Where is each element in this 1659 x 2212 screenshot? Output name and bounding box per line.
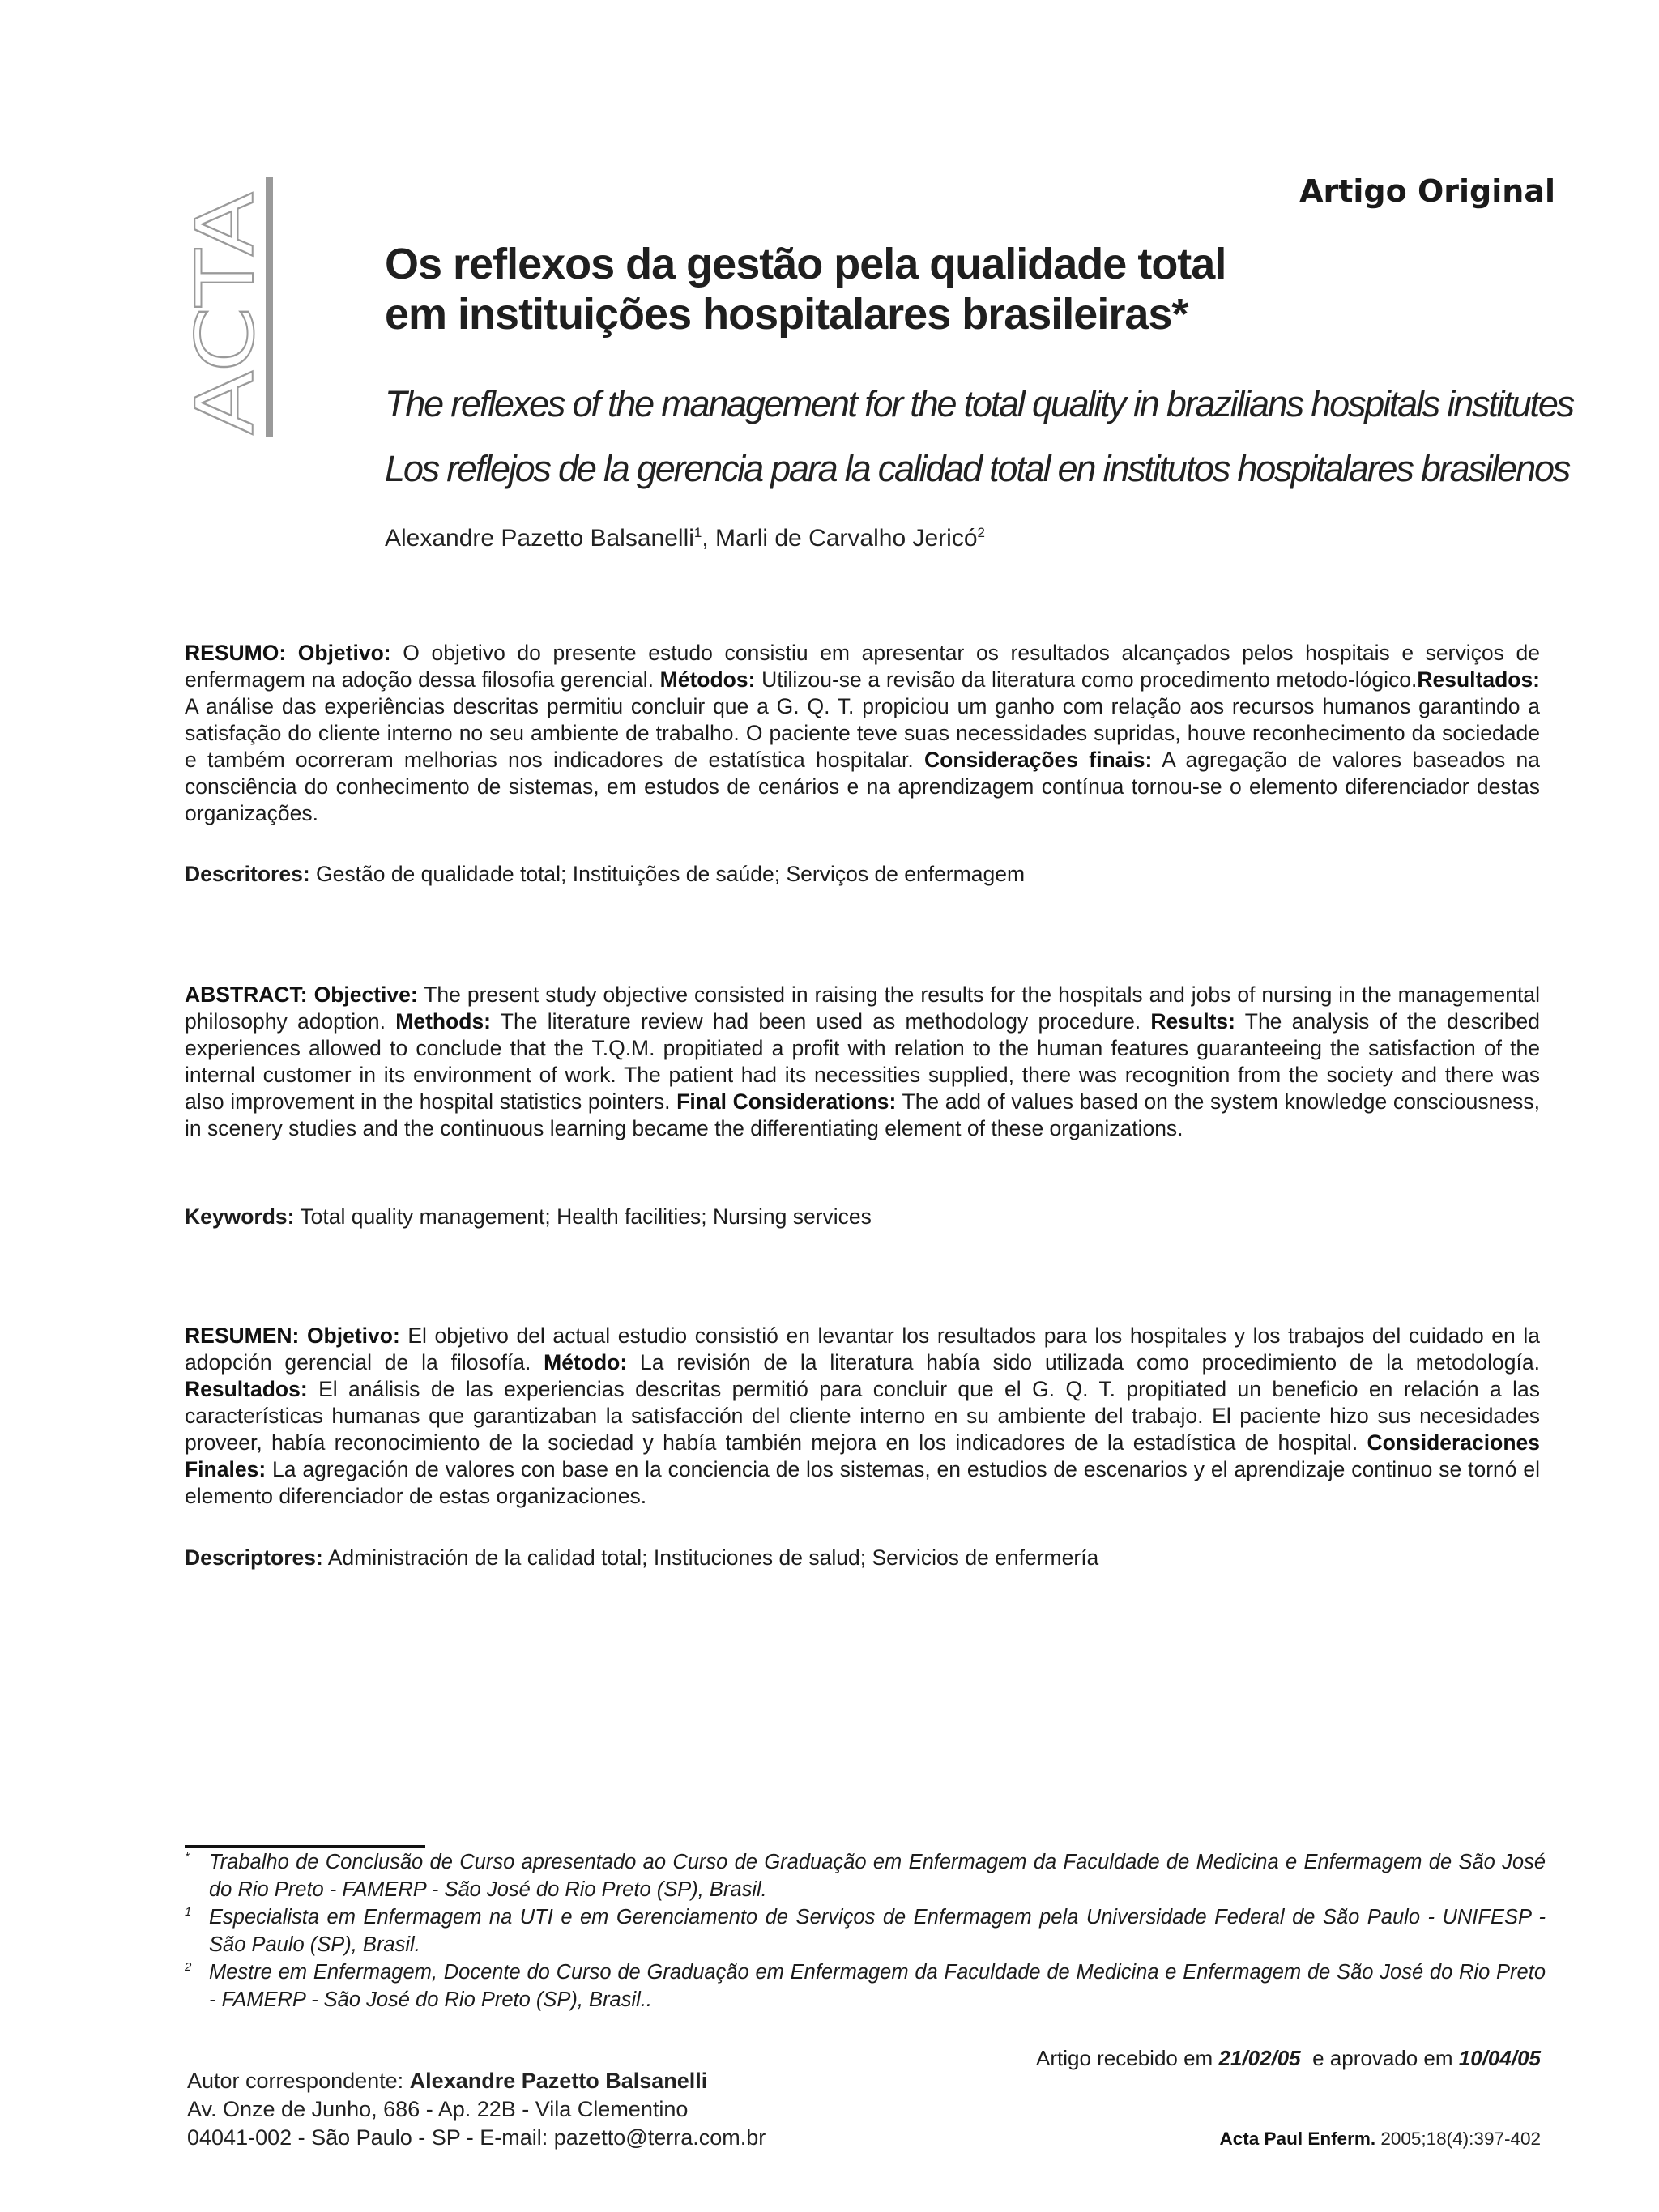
keywords-label: Keywords: bbox=[185, 1204, 295, 1229]
correspondence-label: Autor correspondente: bbox=[187, 2069, 410, 2093]
resumo-resultados-label: Resultados: bbox=[1417, 667, 1541, 692]
correspondence-block bbox=[187, 2067, 766, 2152]
abstract-final-text: The add of values based on the system knowledge consciousness, in scenery studies and the continuous learning became the differentiating element of these organizations. bbox=[185, 1089, 1540, 1140]
abstract-methods-text: The literature review had been used as methodology procedure. bbox=[491, 1009, 1151, 1034]
received-date: 21/02/05 bbox=[1218, 2046, 1301, 2070]
subtitle-spanish: Los reflejos de la gerencia para la calidad total en institutos hospitalares brasilenos bbox=[385, 448, 1570, 489]
author-2: Marli de Carvalho Jericó bbox=[715, 525, 978, 552]
correspondence-name: Alexandre Pazetto Balsanelli bbox=[409, 2069, 708, 2093]
article-title bbox=[385, 239, 1519, 339]
author-separator: , bbox=[702, 525, 716, 552]
citation-details: 2005;18(4):397-402 bbox=[1375, 2129, 1541, 2149]
citation bbox=[1220, 2129, 1541, 2150]
resumen-objetivo-text: El objetivo del actual estudio consistió en levantar los resultados para los hospitales y los trabajos del cuidado en la adopción gerencial de la filosofía. bbox=[185, 1323, 1540, 1375]
footnote-text: Trabalho de Conclusão de Curso apresentado ao Curso de Graduação em Enfermagem da Faculdade de Medicina e Enfermagem de São José do Rio Preto - FAMERP - São José do Rio Preto (SP), Brasil. bbox=[209, 1851, 1546, 1901]
resumo-label: RESUMO: bbox=[185, 641, 287, 665]
abstract-objective-text: The present study objective consisted in raising the results for the hospitals and jobs of nursing in the managemental philosophy adoption. bbox=[185, 982, 1540, 1034]
resumen-metodo-label: Método: bbox=[544, 1350, 628, 1375]
footnote-text: Especialista em Enfermagem na UTI e em Gerenciamento de Serviços de Enfermagem pela Universidade Federal de São Paulo - UNIFESP - São Paulo (SP), Brasil. bbox=[209, 1906, 1546, 1956]
resumen-paragraph bbox=[185, 1323, 1540, 1510]
approved-date: 10/04/05 bbox=[1458, 2046, 1541, 2070]
footnotes bbox=[177, 1848, 1546, 2014]
correspondence-address-1: Av. Onze de Junho, 686 - Ap. 22B - Vila Clementino bbox=[187, 2097, 689, 2121]
footnote bbox=[177, 1848, 1546, 1903]
section-label: Artigo Original bbox=[1299, 173, 1555, 209]
resumen-label: RESUMEN: bbox=[185, 1323, 300, 1348]
abstract-methods-label: Methods: bbox=[395, 1009, 492, 1034]
title-line-1: Os reflexos da gestão pela qualidade total bbox=[385, 240, 1226, 288]
descriptores-label: Descriptores: bbox=[185, 1545, 323, 1570]
correspondence-address-email: 04041-002 - São Paulo - SP - E-mail: pazetto@terra.com.br bbox=[187, 2125, 766, 2150]
acta-logo-text: ACTA bbox=[180, 229, 272, 435]
resumen-resultados-label: Resultados: bbox=[185, 1377, 308, 1401]
resumo-objetivo-text: O objetivo do presente estudo consistiu em apresentar os resultados alcançados pelos hospitais e serviços de enfermagem na adoção dessa filosofia gerencial. bbox=[185, 641, 1540, 692]
descriptores-line bbox=[185, 1545, 1540, 1571]
citation-journal: Acta Paul Enferm. bbox=[1219, 2129, 1376, 2149]
author-1: Alexandre Pazetto Balsanelli bbox=[385, 525, 694, 552]
abstract-paragraph bbox=[185, 982, 1540, 1142]
descritores-line bbox=[185, 861, 1540, 888]
resumen-metodo-text: La revisión de la literatura había sido utilizada como procedimiento de la metodología. bbox=[627, 1350, 1541, 1375]
received-prefix: Artigo recebido em bbox=[1035, 2046, 1219, 2070]
abstract-results-label: Results: bbox=[1150, 1009, 1235, 1034]
abstract-results-text: The analysis of the described experiences allowed to conclude that the T.Q.M. propitiated a profit with relation to the human features guaranteeing the satisfaction of the internal customer in its environment of work. The patient had its necessities supplied, there was recognition from the society and there was also improvement in the hospital statistics pointers. bbox=[185, 1009, 1540, 1114]
abstract-objective-label: Objective: bbox=[313, 982, 418, 1007]
subtitle-english: The reflexes of the management for the total quality in brazilians hospitals institutes bbox=[385, 383, 1573, 424]
author-line bbox=[385, 525, 985, 552]
descriptores-text: Administración de la calidad total; Instituciones de salud; Servicios de enfermería bbox=[322, 1545, 1099, 1570]
acta-logo bbox=[180, 174, 284, 441]
resumo-resultados-text: A análise das experiências descritas permitiu concluir que a G. Q. T. propiciou um ganho com relação aos recursos humanos garantindo a satisfação do cliente interno no seu ambiente de trabalho. O paciente teve suas necessidades supridas, houve reconhecimento da sociedade e também ocorreram melhorias nos indicadores de estatística hospitalar. bbox=[185, 694, 1540, 772]
resumen-consideraciones-label: Consideraciones Finales: bbox=[185, 1430, 1540, 1481]
footnote bbox=[177, 1958, 1546, 2014]
resumen-objetivo-label: Objetivo: bbox=[306, 1323, 400, 1348]
resumo-metodos-label: Métodos: bbox=[659, 667, 756, 692]
title-line-2: em instituições hospitalares brasileiras* bbox=[385, 290, 1188, 339]
received-middle: e aprovado em bbox=[1300, 2046, 1459, 2070]
resumo-metodos-text: Utilizou-se a revisão da literatura como procedimento metodo-lógico. bbox=[755, 667, 1418, 692]
footnote-mark: * bbox=[185, 1850, 190, 1864]
footnote-text: Mestre em Enfermagem, Docente do Curso de Graduação em Enfermagem da Faculdade de Medicina e Enfermagem de São José do Rio Preto - FAMERP - São José do Rio Preto (SP), Brasil.. bbox=[209, 1961, 1546, 2011]
footnote-rule bbox=[185, 1845, 425, 1848]
abstract-label: ABSTRACT: bbox=[185, 982, 308, 1007]
descritores-text: Gestão de qualidade total; Instituições de saúde; Serviços de enfermagem bbox=[309, 862, 1026, 886]
footnote bbox=[177, 1903, 1546, 1958]
received-line bbox=[1036, 2046, 1541, 2071]
footnote-mark: 1 bbox=[185, 1905, 192, 1919]
resumen-consideraciones-text: La agregación de valores con base en la conciencia de los sistemas, en estudios de escenarios y el aprendizaje continuo se tornó el elemento diferenciador de estas organizaciones. bbox=[185, 1457, 1540, 1508]
descritores-label: Descritores: bbox=[185, 862, 310, 886]
footnote-mark: 2 bbox=[185, 1960, 192, 1974]
keywords-line bbox=[185, 1204, 1540, 1230]
resumo-objetivo-label: Objetivo: bbox=[297, 641, 391, 665]
resumo-consideracoes-text: A agregação de valores baseados na consciência do conhecimento de sistemas, em estudos de cenários e na aprendizagem contínua tornou-se o elemento diferenciador destas organizações. bbox=[185, 748, 1540, 825]
resumen-resultados-text: El análisis de las experiencias descritas permitió para concluir que el G. Q. T. propitiated un beneficio en relación a las características humanas que garantizaban la satisfacción del cliente interno en su ambiente del trabajo. El paciente hizo sus necesidades proveer, había reconocimiento de la sociedad y había también mejora en los indicadores de la estadística de hospital. bbox=[185, 1377, 1540, 1455]
author-2-mark: 2 bbox=[977, 525, 985, 540]
resumo-consideracoes-label: Considerações finais: bbox=[924, 748, 1153, 772]
keywords-text: Total quality management; Health facilities; Nursing services bbox=[294, 1204, 872, 1229]
author-1-mark: 1 bbox=[693, 525, 702, 540]
abstract-final-label: Final Considerations: bbox=[676, 1089, 897, 1114]
resumo-paragraph bbox=[185, 640, 1540, 827]
